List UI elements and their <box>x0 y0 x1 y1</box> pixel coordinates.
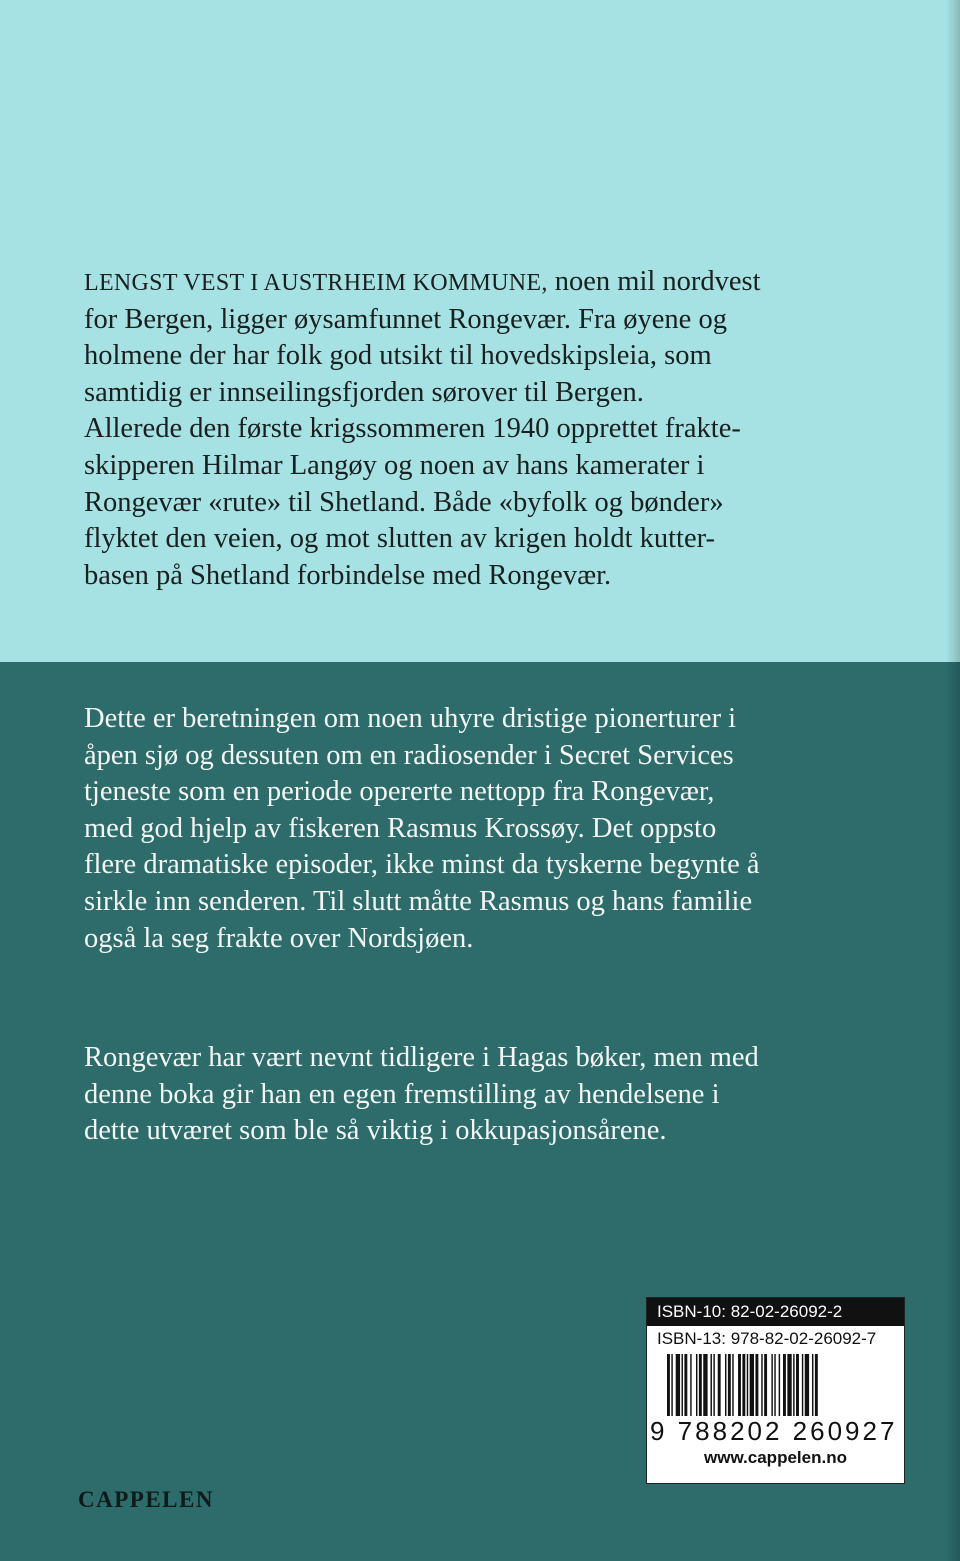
barcode-digits: 9 788202 260927 <box>650 1416 898 1446</box>
description-paragraph <box>84 701 760 957</box>
blurb-line: basen på Shetland forbindelse med Rongevær. <box>84 559 612 591</box>
blurb-paragraph <box>84 264 761 594</box>
blurb-line: skipperen Hilmar Langøy og noen av hans kamerater i <box>84 449 705 481</box>
blurb-line: Allerede den første krigssommeren 1940 opprettet frakte- <box>84 413 741 445</box>
publisher-website: www.cappelen.no <box>704 1448 847 1467</box>
publisher-logo: CAPPELEN <box>78 1487 214 1512</box>
edge-shadow <box>946 0 960 1561</box>
closing-line: Rongevær har vært nevnt tidligere i Hagas bøker, men med <box>84 1042 759 1073</box>
description-line: tjeneste som en periode opererte nettopp fra Rongevær, <box>84 776 715 808</box>
barcode-sticker <box>646 1297 905 1484</box>
blurb-line: holmene der har folk god utsikt til hovedskipsleia, som <box>84 340 712 372</box>
blurb-line: flyktet den veien, og mot slutten av krigen holdt kutter- <box>84 523 716 555</box>
closing-paragraph <box>84 1040 759 1150</box>
closing-line: denne boka gir han en egen fremstilling av hendelsene i <box>84 1078 720 1110</box>
description-line: Dette er beretningen om noen uhyre dristige pionerturer i <box>84 703 737 734</box>
description-line: med god hjelp av fiskeren Rasmus Krossøy. Det oppsto <box>84 812 717 844</box>
description-line: også la seg frakte over Nordsjøen. <box>84 922 474 954</box>
blurb-line: samtidig er innseilingsfjorden sørover til Bergen. <box>84 376 644 408</box>
description-line: sirkle inn senderen. Til slutt måtte Rasmus og hans familie <box>84 885 753 917</box>
blurb-line: LENGST VEST I AUSTRHEIM KOMMUNE, noen mil nordvest <box>84 266 761 297</box>
closing-line: dette utværet som ble så viktig i okkupasjonsårene. <box>84 1115 667 1147</box>
description-line: åpen sjø og dessuten om en radiosender i Secret Services <box>84 739 734 771</box>
blurb-lead: LENGST VEST I AUSTRHEIM KOMMUNE, <box>84 270 548 296</box>
description-line: flere dramatiske episoder, ikke minst da tyskerne begynte å <box>84 849 760 881</box>
isbn13-label: ISBN-13: 978-82-02-26092-7 <box>657 1329 877 1348</box>
blurb-line: Rongevær «rute» til Shetland. Både «byfolk og bønder» <box>84 486 724 518</box>
blurb-line: for Bergen, ligger øysamfunnet Rongevær. Fra øyene og <box>84 303 727 335</box>
isbn10-label: ISBN-10: 82-02-26092-2 <box>647 1298 904 1326</box>
